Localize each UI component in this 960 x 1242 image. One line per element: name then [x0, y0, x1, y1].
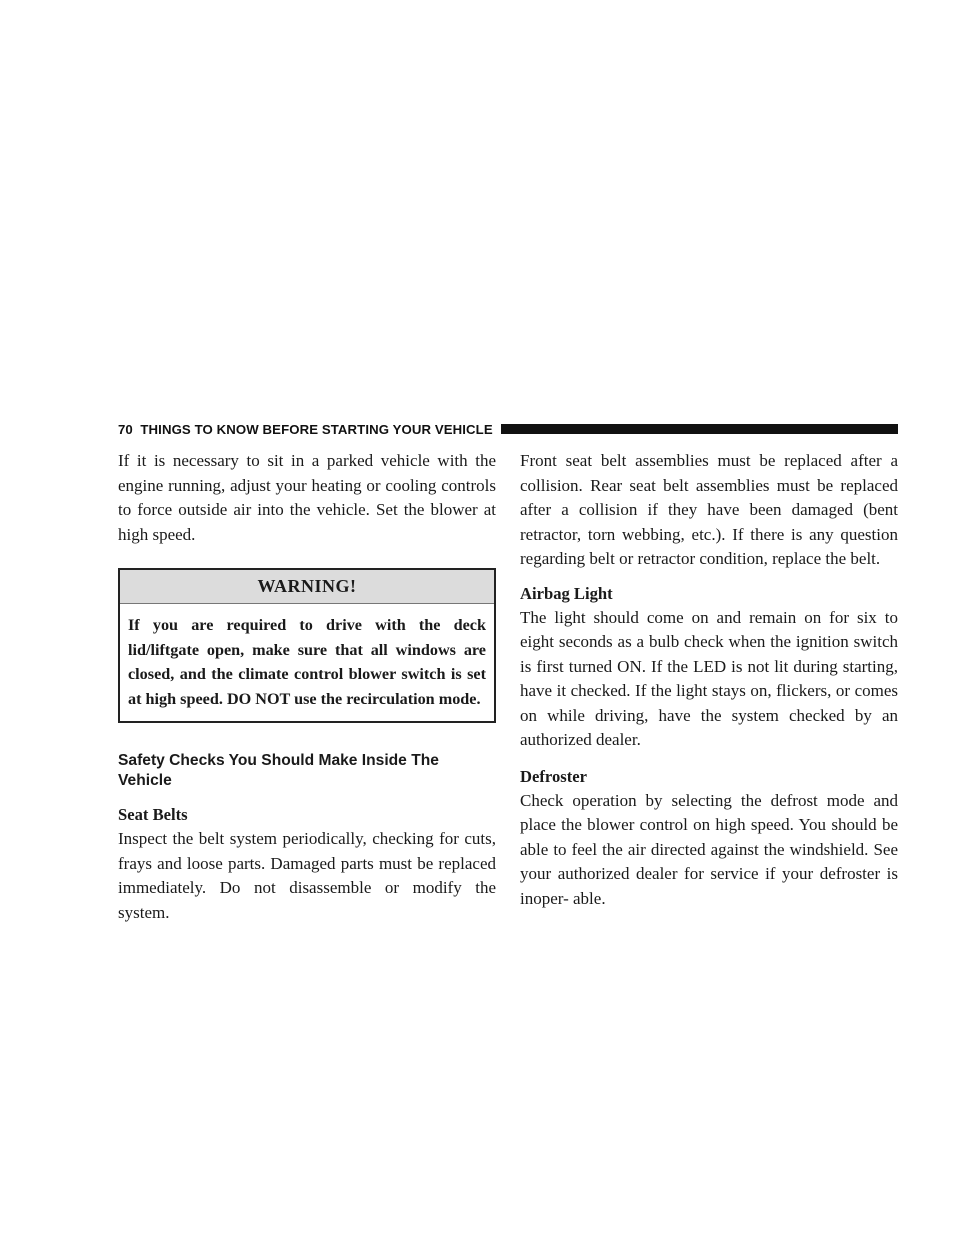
airbag-light-heading: Airbag Light	[520, 583, 613, 603]
airbag-light-paragraph: The light should come on and remain on for six to eight seconds as a bulb check when the ignition switch is first turned ON. If the LED is not lit during starting, have it checked. If the light stays on, flickers, or comes on while driving, have the system checked by an authorized dealer.	[520, 607, 898, 749]
defroster-heading: Defroster	[520, 766, 587, 786]
seat-belts-heading: Seat Belts	[118, 805, 188, 824]
seat-belts-continued-paragraph: Front seat belt assemblies must be replaced after a collision. Rear seat belt assemblies must be replaced after a collision if they have been damaged (bent retractor, torn webbing, etc.). If there is any question regarding belt or retractor condition, replace the belt.	[520, 451, 898, 568]
defroster-paragraph: Check operation by selecting the defrost mode and place the blower control on high speed. You should be able to feel the air directed against the windshield. See your authorized dealer for service if your defroster is inoper- able.	[520, 790, 898, 908]
header-label	[118, 422, 493, 437]
right-column	[520, 449, 898, 911]
warning-body: If you are required to drive with the deck lid/liftgate open, make sure that all windows are closed, and the climate control blower switch is set at high speed. DO NOT use the recirculation mode.	[128, 616, 486, 708]
warning-box	[118, 568, 496, 723]
section-heading: Safety Checks You Should Make Inside The Vehicle	[118, 752, 439, 789]
page-number: 70	[118, 421, 133, 437]
header-title: THINGS TO KNOW BEFORE STARTING YOUR VEHICLE	[140, 421, 493, 437]
running-header	[118, 418, 898, 440]
seat-belts-paragraph: Inspect the belt system periodically, checking for cuts, frays and loose parts. Damaged parts must be replaced immediately. Do not disassemble or modify the system.	[118, 829, 496, 922]
header-rule	[501, 424, 898, 434]
intro-paragraph: If it is necessary to sit in a parked vehicle with the engine running, adjust your heating or cooling controls to force outside air into the vehicle. Set the blower at high speed.	[118, 451, 496, 544]
left-column	[118, 449, 496, 925]
warning-title: WARNING!	[120, 570, 494, 604]
